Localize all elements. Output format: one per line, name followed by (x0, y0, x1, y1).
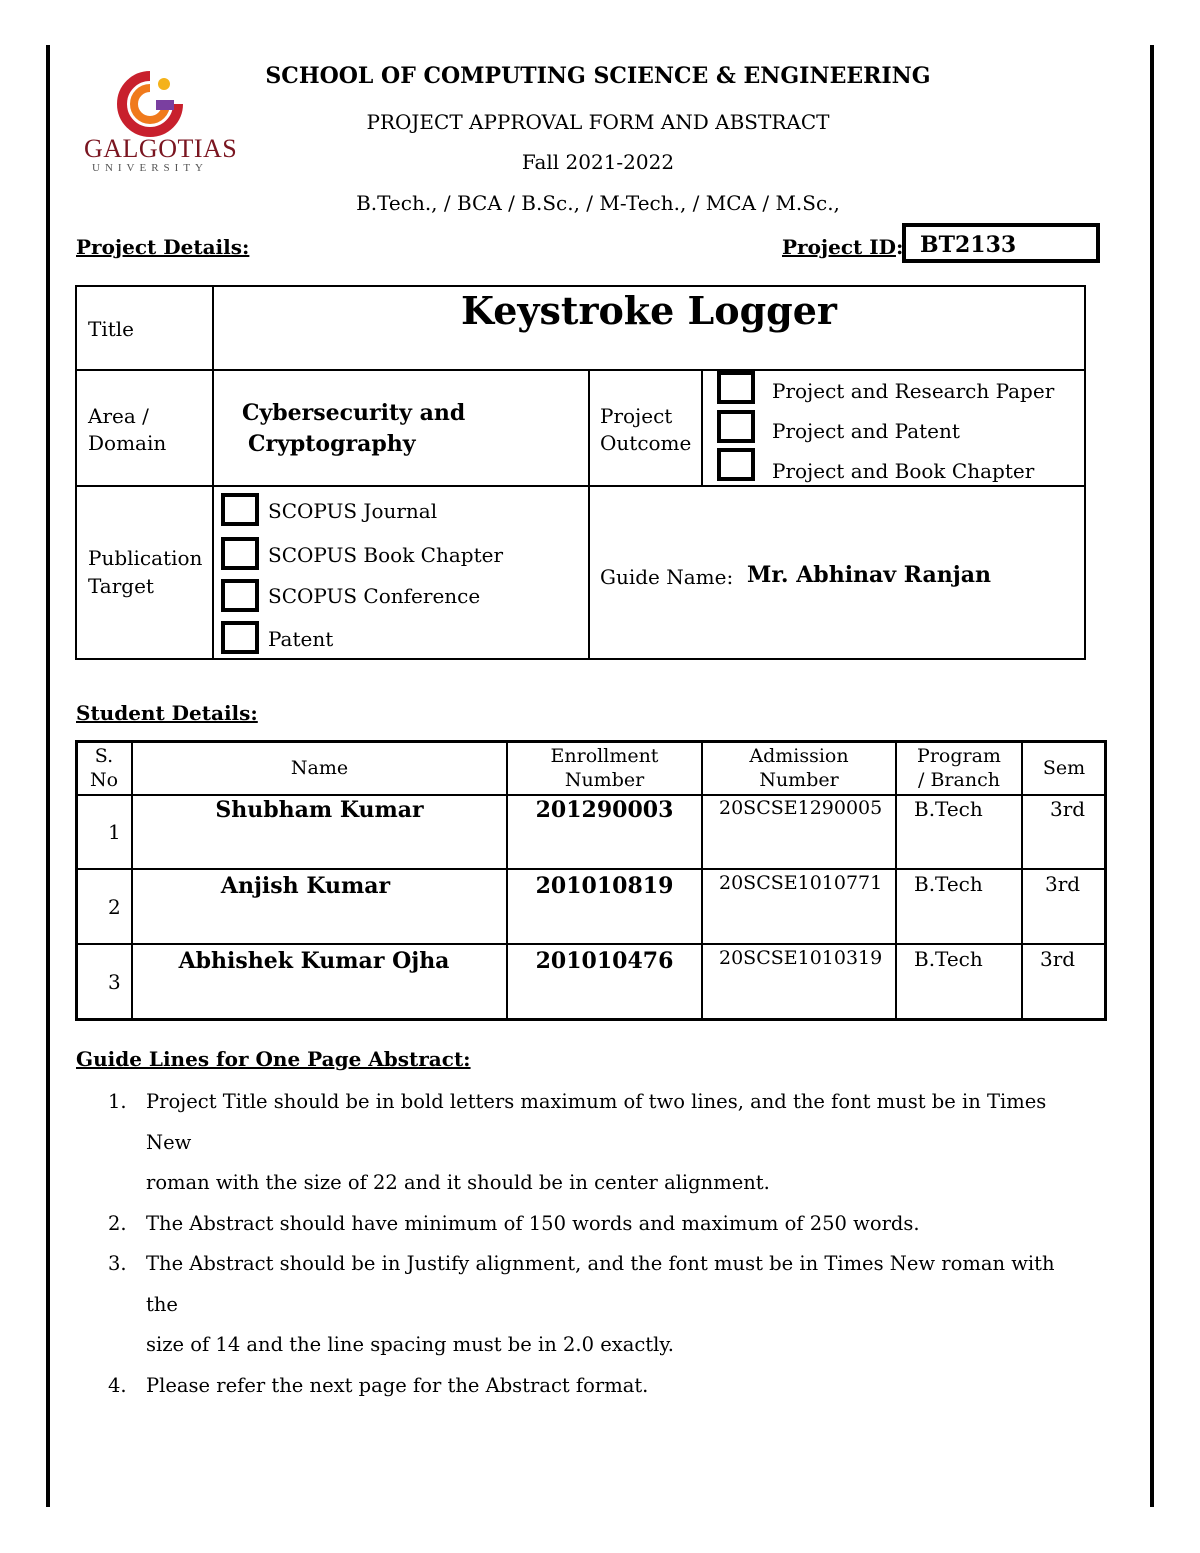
row-name: Anjish Kumar (220, 873, 391, 899)
row-sem: 3rd (1040, 947, 1076, 971)
outcome-book-chapter-checkbox[interactable] (717, 448, 755, 481)
left-margin-rule (46, 45, 50, 1507)
publication-patent-checkbox[interactable] (221, 621, 259, 654)
programs: B.Tech., / BCA / B.Sc., / M-Tech., / MCA / M.Sc., (356, 191, 840, 215)
outcome-option-label: Project and Book Chapter (772, 459, 1035, 483)
header-enrollment-line-1: Enrollment (550, 745, 659, 767)
guideline-item (108, 1244, 1068, 1366)
project-details-label: Project Details: (76, 235, 250, 259)
guideline-number: 2. (108, 1211, 127, 1235)
guideline-number: 4. (108, 1373, 127, 1397)
guideline-item (108, 1082, 1068, 1204)
row-name: Abhishek Kumar Ojha (178, 948, 450, 974)
header-admission-line-2: Number (759, 769, 839, 791)
guidelines-list (108, 1082, 1068, 1406)
row-enrollment: 201290003 (535, 797, 674, 823)
guideline-text-line-1: The Abstract should have minimum of 150 words and maximum of 250 words. (146, 1211, 920, 1235)
project-table-divider (212, 285, 214, 660)
logo-subtitle: UNIVERSITY (92, 162, 208, 174)
title-label: Title (88, 317, 135, 341)
project-id-label: Project ID (782, 235, 896, 259)
project-title: Keystroke Logger (461, 288, 837, 333)
header-admission-line-1: Admission (749, 745, 849, 767)
publication-scopus-book-chapter-checkbox[interactable] (221, 537, 259, 570)
student-table-divider (75, 943, 1107, 945)
row-sno: 1 (108, 820, 121, 844)
header-sno-line-2: No (89, 769, 119, 791)
student-details-label: Student Details: (76, 701, 258, 725)
area-label-line-2: Domain (88, 431, 167, 455)
area-label-line-1: Area / (88, 404, 149, 428)
row-enrollment: 201010819 (535, 873, 674, 899)
guideline-text-line-2: roman with the size of 22 and it should be in center alignment. (146, 1171, 770, 1194)
header-program-line-1: Program (917, 745, 1001, 767)
right-margin-rule (1150, 45, 1154, 1507)
row-admission: 20SCSE1010319 (719, 947, 883, 969)
publication-option-label: SCOPUS Journal (268, 499, 438, 523)
term: Fall 2021-2022 (521, 150, 675, 174)
row-sno: 3 (108, 970, 121, 994)
header-program (897, 744, 1021, 792)
outcome-option-label: Project and Patent (772, 419, 960, 443)
row-sem: 3rd (1050, 797, 1086, 821)
project-id-colon: : (895, 235, 904, 259)
publication-label-line-1: Publication (88, 546, 203, 570)
student-table-divider (1021, 740, 1023, 1021)
project-table-divider (588, 369, 590, 660)
form-title: PROJECT APPROVAL FORM AND ABSTRACT (366, 110, 830, 134)
guideline-item (108, 1204, 1068, 1245)
guideline-text-line-1: The Abstract should be in Justify alignment, and the font must be in Times New roman with the (146, 1252, 1055, 1316)
row-sem: 3rd (1045, 872, 1081, 896)
area-value-line-1: Cybersecurity and (242, 400, 466, 426)
outcome-label-line-1: Project (600, 404, 673, 428)
row-program: B.Tech (914, 797, 983, 821)
row-admission: 20SCSE1010771 (719, 872, 883, 894)
header-enrollment-line-2: Number (564, 769, 645, 791)
guideline-text-line-1: Please refer the next page for the Abstract format. (146, 1373, 649, 1397)
header-sem: Sem (1042, 757, 1086, 779)
area-value-line-2: Cryptography (248, 431, 416, 457)
row-sno: 2 (108, 895, 121, 919)
outcome-patent-checkbox[interactable] (717, 410, 755, 443)
project-id-value: BT2133 (920, 232, 1017, 258)
header-sno (77, 744, 131, 792)
row-enrollment: 201010476 (535, 948, 674, 974)
publication-label-line-2: Target (88, 574, 154, 598)
logo-name: GALGOTIAS (84, 134, 238, 163)
publication-scopus-journal-checkbox[interactable] (221, 493, 259, 526)
publication-scopus-conference-checkbox[interactable] (221, 579, 259, 612)
student-table-divider (75, 794, 1107, 796)
header-name: Name (290, 757, 349, 779)
row-program: B.Tech (914, 947, 983, 971)
header-admission (703, 744, 895, 792)
row-admission: 20SCSE1290005 (719, 797, 883, 819)
row-name: Shubham Kumar (215, 797, 424, 823)
student-table-divider (75, 868, 1107, 870)
project-table-divider (701, 369, 703, 486)
outcome-option-label: Project and Research Paper (772, 379, 1055, 403)
outcome-research-paper-checkbox[interactable] (717, 371, 755, 404)
project-id-box (902, 223, 1100, 263)
row-program: B.Tech (914, 872, 983, 896)
project-table-divider (75, 485, 1086, 487)
guide-name-label: Guide Name: (600, 565, 734, 589)
guideline-number: 1. (108, 1090, 127, 1113)
guide-name-value: Mr. Abhinav Ranjan (747, 562, 991, 588)
school-name: SCHOOL OF COMPUTING SCIENCE & ENGINEERING (265, 63, 931, 89)
guideline-number: 3. (108, 1252, 127, 1275)
guidelines-label: Guide Lines for One Page Abstract: (76, 1047, 471, 1071)
guideline-item (108, 1366, 1068, 1407)
guideline-text-line-2: size of 14 and the line spacing must be in 2.0 exactly. (146, 1333, 675, 1356)
project-id-label-group (782, 235, 903, 259)
project-table-divider (75, 369, 1086, 371)
publication-option-label: SCOPUS Conference (268, 584, 481, 608)
guideline-text-line-1: Project Title should be in bold letters maximum of two lines, and the font must be in Times New (146, 1090, 1047, 1154)
publication-option-label: Patent (268, 627, 334, 651)
header-enrollment (508, 744, 701, 792)
outcome-label-line-2: Outcome (600, 431, 692, 455)
header-sno-line-1: S. (94, 745, 114, 767)
header-program-line-2: / Branch (918, 769, 1000, 791)
publication-option-label: SCOPUS Book Chapter (268, 543, 504, 567)
